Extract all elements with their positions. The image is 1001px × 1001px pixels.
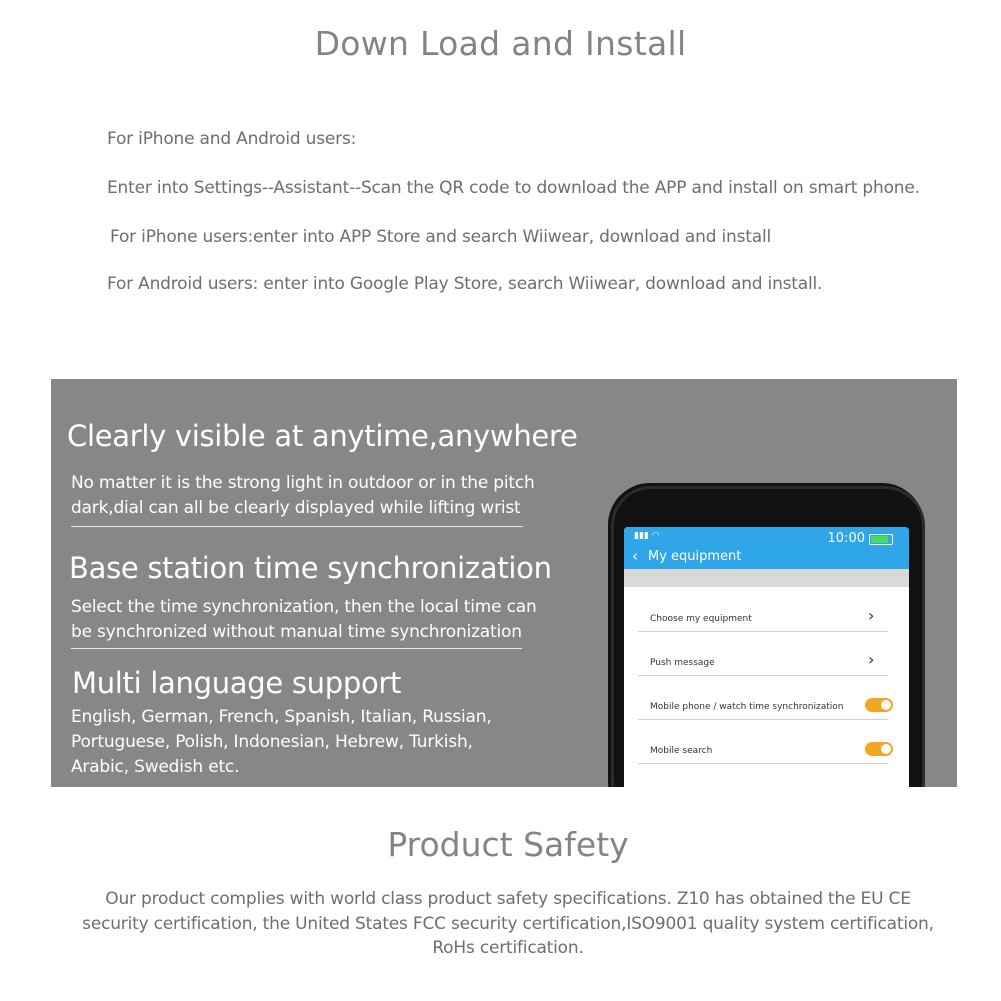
phone-screen <box>624 527 909 787</box>
row-divider <box>638 675 888 676</box>
row-push-message[interactable]: Push message <box>650 658 715 668</box>
feature-heading-visibility: Clearly visible at anytime,anywhere <box>67 419 578 453</box>
download-line-4: For Android users: enter into Google Play Store, search Wiiwear, download and install. <box>107 274 823 294</box>
row-divider <box>638 631 888 632</box>
feature-text-language-3: Arabic, Swedish etc. <box>71 757 240 777</box>
feature-text-visibility-1: No matter it is the strong light in outdoor or in the pitch <box>71 473 535 493</box>
status-bar <box>624 527 909 569</box>
chevron-right-icon[interactable]: › <box>868 650 875 669</box>
mobile-search-toggle[interactable] <box>865 742 893 756</box>
safety-line-3: RoHs certification. <box>432 938 584 958</box>
download-title: Down Load and Install <box>314 24 687 63</box>
feature-text-sync-2: be synchronized without manual time synchronization <box>71 622 522 642</box>
download-line-2: Enter into Settings--Assistant--Scan the QR code to download the APP and install on smart phone. <box>107 178 920 198</box>
row-divider <box>638 719 888 720</box>
safety-line-1: Our product complies with world class product safety specifications. Z10 has obtained the EU CE <box>105 889 911 909</box>
time-sync-toggle[interactable] <box>865 698 893 712</box>
row-divider <box>638 763 888 764</box>
feature-text-visibility-2: dark,dial can all be clearly displayed while lifting wrist <box>71 498 521 518</box>
feature-divider-1 <box>71 526 523 527</box>
back-chevron-icon[interactable]: ‹ <box>632 547 638 565</box>
download-line-3: For iPhone users:enter into APP Store and search Wiiwear, download and install <box>110 227 772 247</box>
row-choose-equipment[interactable]: Choose my equipment <box>650 614 752 624</box>
settings-list <box>624 587 909 787</box>
feature-text-sync-1: Select the time synchronization, then the local time can <box>71 597 537 617</box>
safety-title: Product Safety <box>387 825 629 864</box>
battery-icon <box>869 534 893 545</box>
feature-heading-language: Multi language support <box>72 666 402 700</box>
feature-text-language-2: Portuguese, Polish, Indonesian, Hebrew, Turkish, <box>71 732 473 752</box>
feature-text-language-1: English, German, French, Spanish, Italian, Russian, <box>71 707 492 727</box>
status-time: 10:00 <box>827 531 865 546</box>
header-separator <box>624 569 909 587</box>
signal-wifi-icon: ▮▮▮ ◠ <box>634 531 660 541</box>
row-mobile-search: Mobile search <box>650 746 713 756</box>
feature-divider-2 <box>71 648 522 649</box>
chevron-right-icon[interactable]: › <box>868 606 875 625</box>
download-line-1: For iPhone and Android users: <box>107 129 357 149</box>
nav-title: My equipment <box>648 549 742 564</box>
safety-line-2: security certification, the United States FCC security certification,ISO9001 quality system certification, <box>82 914 934 934</box>
feature-heading-sync: Base station time synchronization <box>69 551 552 585</box>
row-time-sync: Mobile phone / watch time synchronization <box>650 702 844 712</box>
feature-panel <box>51 379 957 787</box>
